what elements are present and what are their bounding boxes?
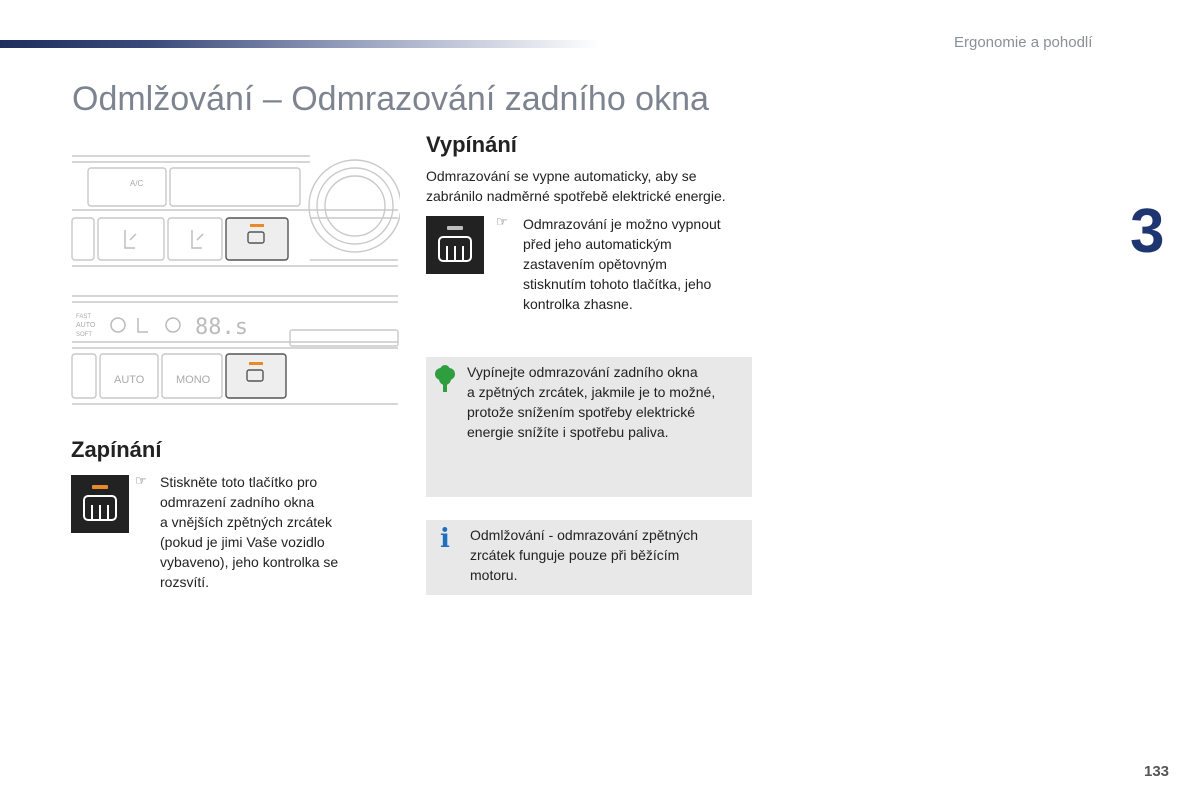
text-line: Vypínejte odmrazování zadního okna: [467, 364, 698, 380]
defrost-icon: [83, 495, 117, 521]
fast-label: FAST: [76, 314, 92, 320]
text-line: před jeho automatickým: [523, 236, 672, 252]
text-line: (pokud je jimi Vaše vozidlo: [160, 534, 325, 550]
text-line: motoru.: [470, 567, 518, 583]
eco-note-text: [467, 362, 752, 442]
zapinani-heading: Zapínání: [71, 437, 162, 462]
temperature-display: 88.s: [195, 315, 248, 340]
mono-button-label: MONO: [176, 374, 211, 386]
section-label: Ergonomie a pohodlí: [954, 34, 1093, 51]
text-line: kontrolka zhasne.: [523, 296, 633, 312]
climate-panel-illustration: [70, 150, 400, 410]
text-line: zastavením opětovným: [523, 256, 667, 272]
chapter-number: 3: [1130, 197, 1163, 266]
text-line: a zpětných zrcátek, jakmile je to možné,: [467, 384, 716, 400]
text-line: odmrazení zadního okna: [160, 494, 315, 510]
eco-tree-icon: [433, 365, 457, 393]
text-line: Odmlžování - odmrazování zpětných: [470, 527, 698, 543]
text-line: protože snížením spotřeby elektrické: [467, 404, 695, 420]
vypinani-text: [523, 214, 763, 314]
soft-label: SOFT: [76, 332, 92, 338]
header-gradient-bar: [0, 40, 600, 48]
text-line: Stiskněte toto tlačítko pro: [160, 474, 318, 490]
auto-mode-label: AUTO: [76, 322, 96, 329]
text-line: a vnějších zpětných zrcátek: [160, 514, 332, 530]
text-line: energie snížíte i spotřebu paliva.: [467, 424, 669, 440]
auto-button-label: AUTO: [114, 374, 145, 386]
info-note-text: [470, 525, 750, 585]
text-line: vybaveno), jeho kontrolka se: [160, 554, 339, 570]
text-line: zabránilo nadměrné spotřebě elektrické energie.: [426, 188, 726, 204]
text-line: Odmrazování je možno vypnout: [523, 216, 721, 232]
text-line: stisknutím tohoto tlačítka, jeho: [523, 276, 712, 292]
rear-defrost-off-icon: [426, 216, 484, 274]
vypinani-heading: Vypínání: [426, 132, 517, 157]
eco-note-box: [426, 357, 752, 497]
indicator-lamp: [92, 485, 108, 489]
defrost-icon: [438, 236, 472, 262]
text-line: zrcátek funguje pouze při běžícím: [470, 547, 680, 563]
page-title: Odmlžování – Odmrazování zadního okna: [72, 80, 709, 118]
text-line: Odmrazování se vypne automaticky, aby se: [426, 168, 697, 184]
info-icon: i: [440, 524, 450, 554]
indicator-lamp: [447, 226, 463, 230]
pointing-hand-icon: ☞: [135, 473, 147, 488]
text-line: rozsvítí.: [160, 574, 210, 590]
page-number: 133: [1144, 763, 1170, 780]
rear-defrost-on-icon: [71, 475, 129, 533]
zapinani-text: [160, 472, 400, 592]
vypinani-intro: [426, 166, 766, 206]
ac-label: A/C: [130, 179, 144, 188]
pointing-hand-icon: ☞: [496, 214, 508, 229]
info-note-box: [426, 520, 752, 595]
